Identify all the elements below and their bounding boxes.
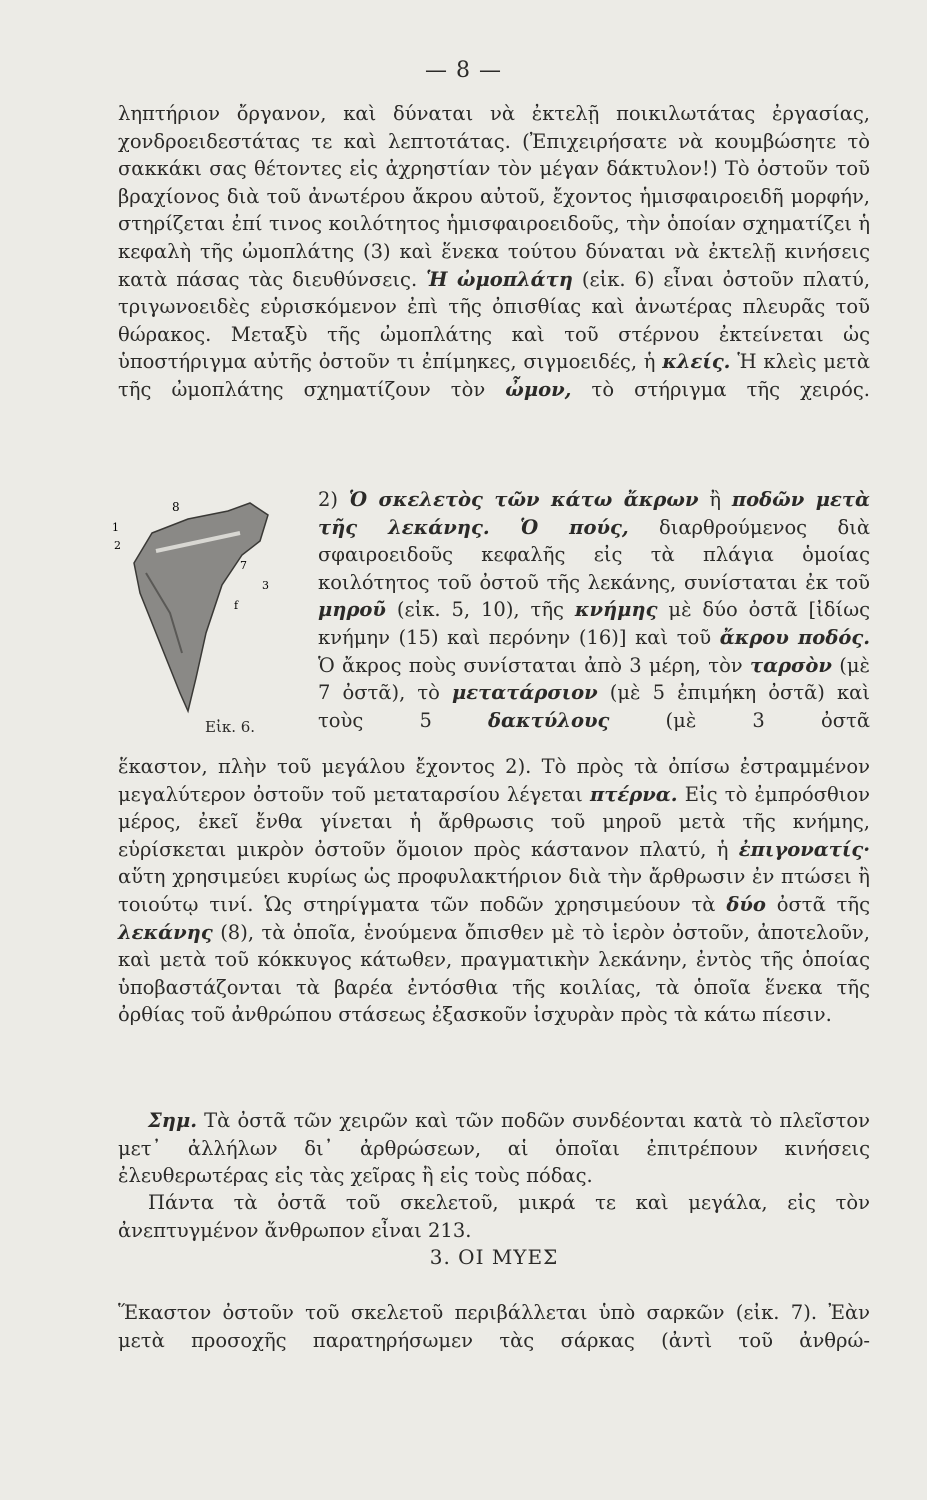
paragraph-muscles: Ἕκαστον ὀστοῦν τοῦ σκελετοῦ περιβάλλεται ὑπὸ σαρκῶν (εἰκ. 7). Ἐὰν μετὰ προσοχῆς παρατηρήσωμεν τὰς σάρκας (ἀντὶ τοῦ ἀνθρώ- (118, 1301, 870, 1352)
term-femur: μηροῦ (318, 598, 386, 622)
figure-label: 8 (172, 500, 180, 514)
page-number: — 8 — (425, 58, 502, 83)
paragraph-arm-and-shoulder: ληπτήριον ὄργανον, καὶ δύναται νὰ ἐκτελῇ ποικιλωτάτας ἐργασίας, χονδροειδεστάτας τε καὶ λεπτοτάτας. (Ἐπιχειρήσατε νὰ κουμβώσητε τὸ σακκάκι σας θέτοντες εἰς ἀχρηστίαν τὸν μέγαν δάκτυλον!) Τὸ ὀστοῦν τοῦ βραχίονος διὰ τοῦ ἀνωτέρου ἄκρου αὐτοῦ, ἔχοντος ἡμισφαιροειδῆ μορφήν, στηρίζεται ἐπί τινος κοιλότητος ἡμισφαιροειδοῦς, τὴν ὁποίαν σχηματίζει ἡ κεφαλὴ τῆς ὠμοπλάτης (3) καὶ ἕνεκα τούτου δύναται νὰ ἐκτελῇ κινήσεις κατὰ πάσας τὰς διευθύνσεις. Ἡ ὠμοπλάτη (εἰκ. 6) εἶναι ὀστοῦν πλατύ, τριγωνοειδὲς εὑρισκόμενον ἐπὶ τῆς ὀπισθίας καὶ ἀνωτέρας πλευρᾶς τοῦ θώρακος. Μεταξὺ τῆς ὠμοπλάτης καὶ τοῦ στέρνου ἐκτείνεται ὡς ὑποστήριγμα αὐτῆς ὀστοῦν τι ἐπίμηκες, σιγμοειδές, ἡ κλείς. Ἡ κλεὶς μετὰ τῆς ὠμοπλάτης σχηματίζουν τὸν ὦμον, τὸ στήριγμα τῆς χειρός. (118, 102, 871, 401)
term-lower-skeleton: Ὁ σκελετὸς τῶν κάτω ἄκρων (348, 488, 699, 511)
term-tarsus: ταρσὸν (749, 653, 832, 677)
term-two: δύο (726, 892, 766, 916)
term-clavicle: κλείς. (662, 350, 731, 374)
term-toes: δακτύλους (488, 708, 610, 732)
scapula-illustration (110, 493, 300, 733)
term-shin: κνήμης (574, 598, 658, 622)
scapula-shape (134, 503, 268, 711)
figure-caption: Εἰκ. 6. (205, 718, 256, 736)
term-pelvis: λεκάνης (118, 920, 213, 944)
paragraph-lower-limbs-continued: ἕκαστον, πλὴν τοῦ μεγάλου ἔχοντος 2). Τὸ πρὸς τὰ ὀπίσω ἐστραμμένον μεγαλύτερον ὀστοῦν τοῦ μεταταρσίου λέγεται πτέρνα. Εἰς τὸ ἐμπρόσθιον μέρος, ἐκεῖ ἔνθα γίνεται ἡ ἄρθρωσις τοῦ μηροῦ μετὰ τῆς κνήμης, εὑρίσκεται μικρὸν ὀστοῦν ὅμοιον πρὸς κάστανον πλατύ, ἡ ἐπιγονατίς· αὕτη χρησιμεύει κυρίως ὡς προφυλακτήριον διὰ τὴν ἄρθρωσιν ἐν πτώσει ἢ τοιούτῳ τινί. Ὡς στηρίγματα τῶν ποδῶν χρησιμεύουν τὰ δύο ὀστᾶ τῆς λεκάνης (8), τὰ ὁποῖα, ἑνούμενα ὄπισθεν μὲ τὸ ἱερὸν ὀστοῦν, ἀποτελοῦν, καὶ μετὰ τοῦ κόκκυγος κάτωθεν, πραγματικὴν λεκάνην, ἐντὸς τῆς ὁποίας ὑποβαστάζονται τὰ βαρέα ἐντόσθια τῆς κοιλίας, τὰ ὁποῖα ἕνεκα τῆς ὀρθίας τοῦ ἀνθρώπου στάσεως ἐξασκοῦν ἰσχυρὰν πρὸς τὰ κάτω πίεσιν. (118, 755, 870, 1027)
term-with-pelvis: ποδῶν μετὰ τῆς λεκάνης. (318, 488, 870, 539)
term-scapula: Ἡ ὠμοπλάτη (426, 267, 573, 291)
paragraph-lower-limbs: 2) Ὁ σκελετὸς τῶν κάτω ἄκρων ἢ ποδῶν μετὰ τῆς λεκάνης. Ὁ πούς, διαρθρούμενος διὰ σφαιροειδοῦς κεφαλῆς εἰς τὰ πλάγια ὁμοίας κοιλότητος τοῦ ὀστοῦ τῆς λεκάνης, συνίσταται ἐκ τοῦ μηροῦ (εἰκ. 5, 10), τῆς κνήμης μὲ δύο ὀστᾶ [ἰδίως κνήμην (15) καὶ περόνην (16)] καὶ τοῦ ἄκρου ποδός. Ὁ ἄκρος ποὺς συνίσταται ἀπὸ 3 μέρη, τὸν ταρσὸν (μὲ 7 ὀστᾶ), τὸ μετατάρσιον (μὲ 5 ἐπιμήκη ὀστᾶ) καὶ τοὺς 5 δακτύλους (μὲ 3 ὀστᾶ (318, 488, 871, 732)
figure-label: 2 (114, 539, 121, 552)
note-label: Σημ. (148, 1109, 198, 1132)
paragraph-note: Σημ. Τὰ ὀστᾶ τῶν χειρῶν καὶ τῶν ποδῶν συνδέονται κατὰ τὸ πλεῖστον μετ᾿ ἀλλήλων δι᾿ ἀρθρώσεων, αἱ ὁποῖαι ἐπιτρέπουν κινήσεις ἐλευθερωτέρας εἰς τὰς χεῖρας ἢ εἰς τοὺς πόδας. (118, 1109, 870, 1188)
term-metatarsus: μετατάρσιον (451, 681, 598, 705)
term-shoulder: ὦμον, (505, 377, 572, 401)
figure-label: f (234, 599, 239, 612)
section-heading: 3. ΟΙ ΜΥΕΣ (429, 1245, 559, 1269)
figure-label: 3 (262, 579, 269, 592)
term-leg: Ὁ πούς, (520, 515, 629, 539)
figure-label: 7 (240, 559, 247, 572)
term-heel: πτέρνα. (590, 782, 678, 806)
term-foot: ἄκρου ποδός. (719, 625, 870, 649)
paragraph-bone-count: Πάντα τὰ ὀστᾶ τοῦ σκελετοῦ, μικρά τε καὶ μεγάλα, εἰς τὸν ἀνεπτυγμένον ἄνθρωπον εἶναι 213. (118, 1191, 870, 1242)
term-kneecap: ἐπιγονατίς· (738, 837, 870, 861)
scapula-figure (110, 493, 300, 733)
figure-label: 1 (112, 521, 119, 534)
